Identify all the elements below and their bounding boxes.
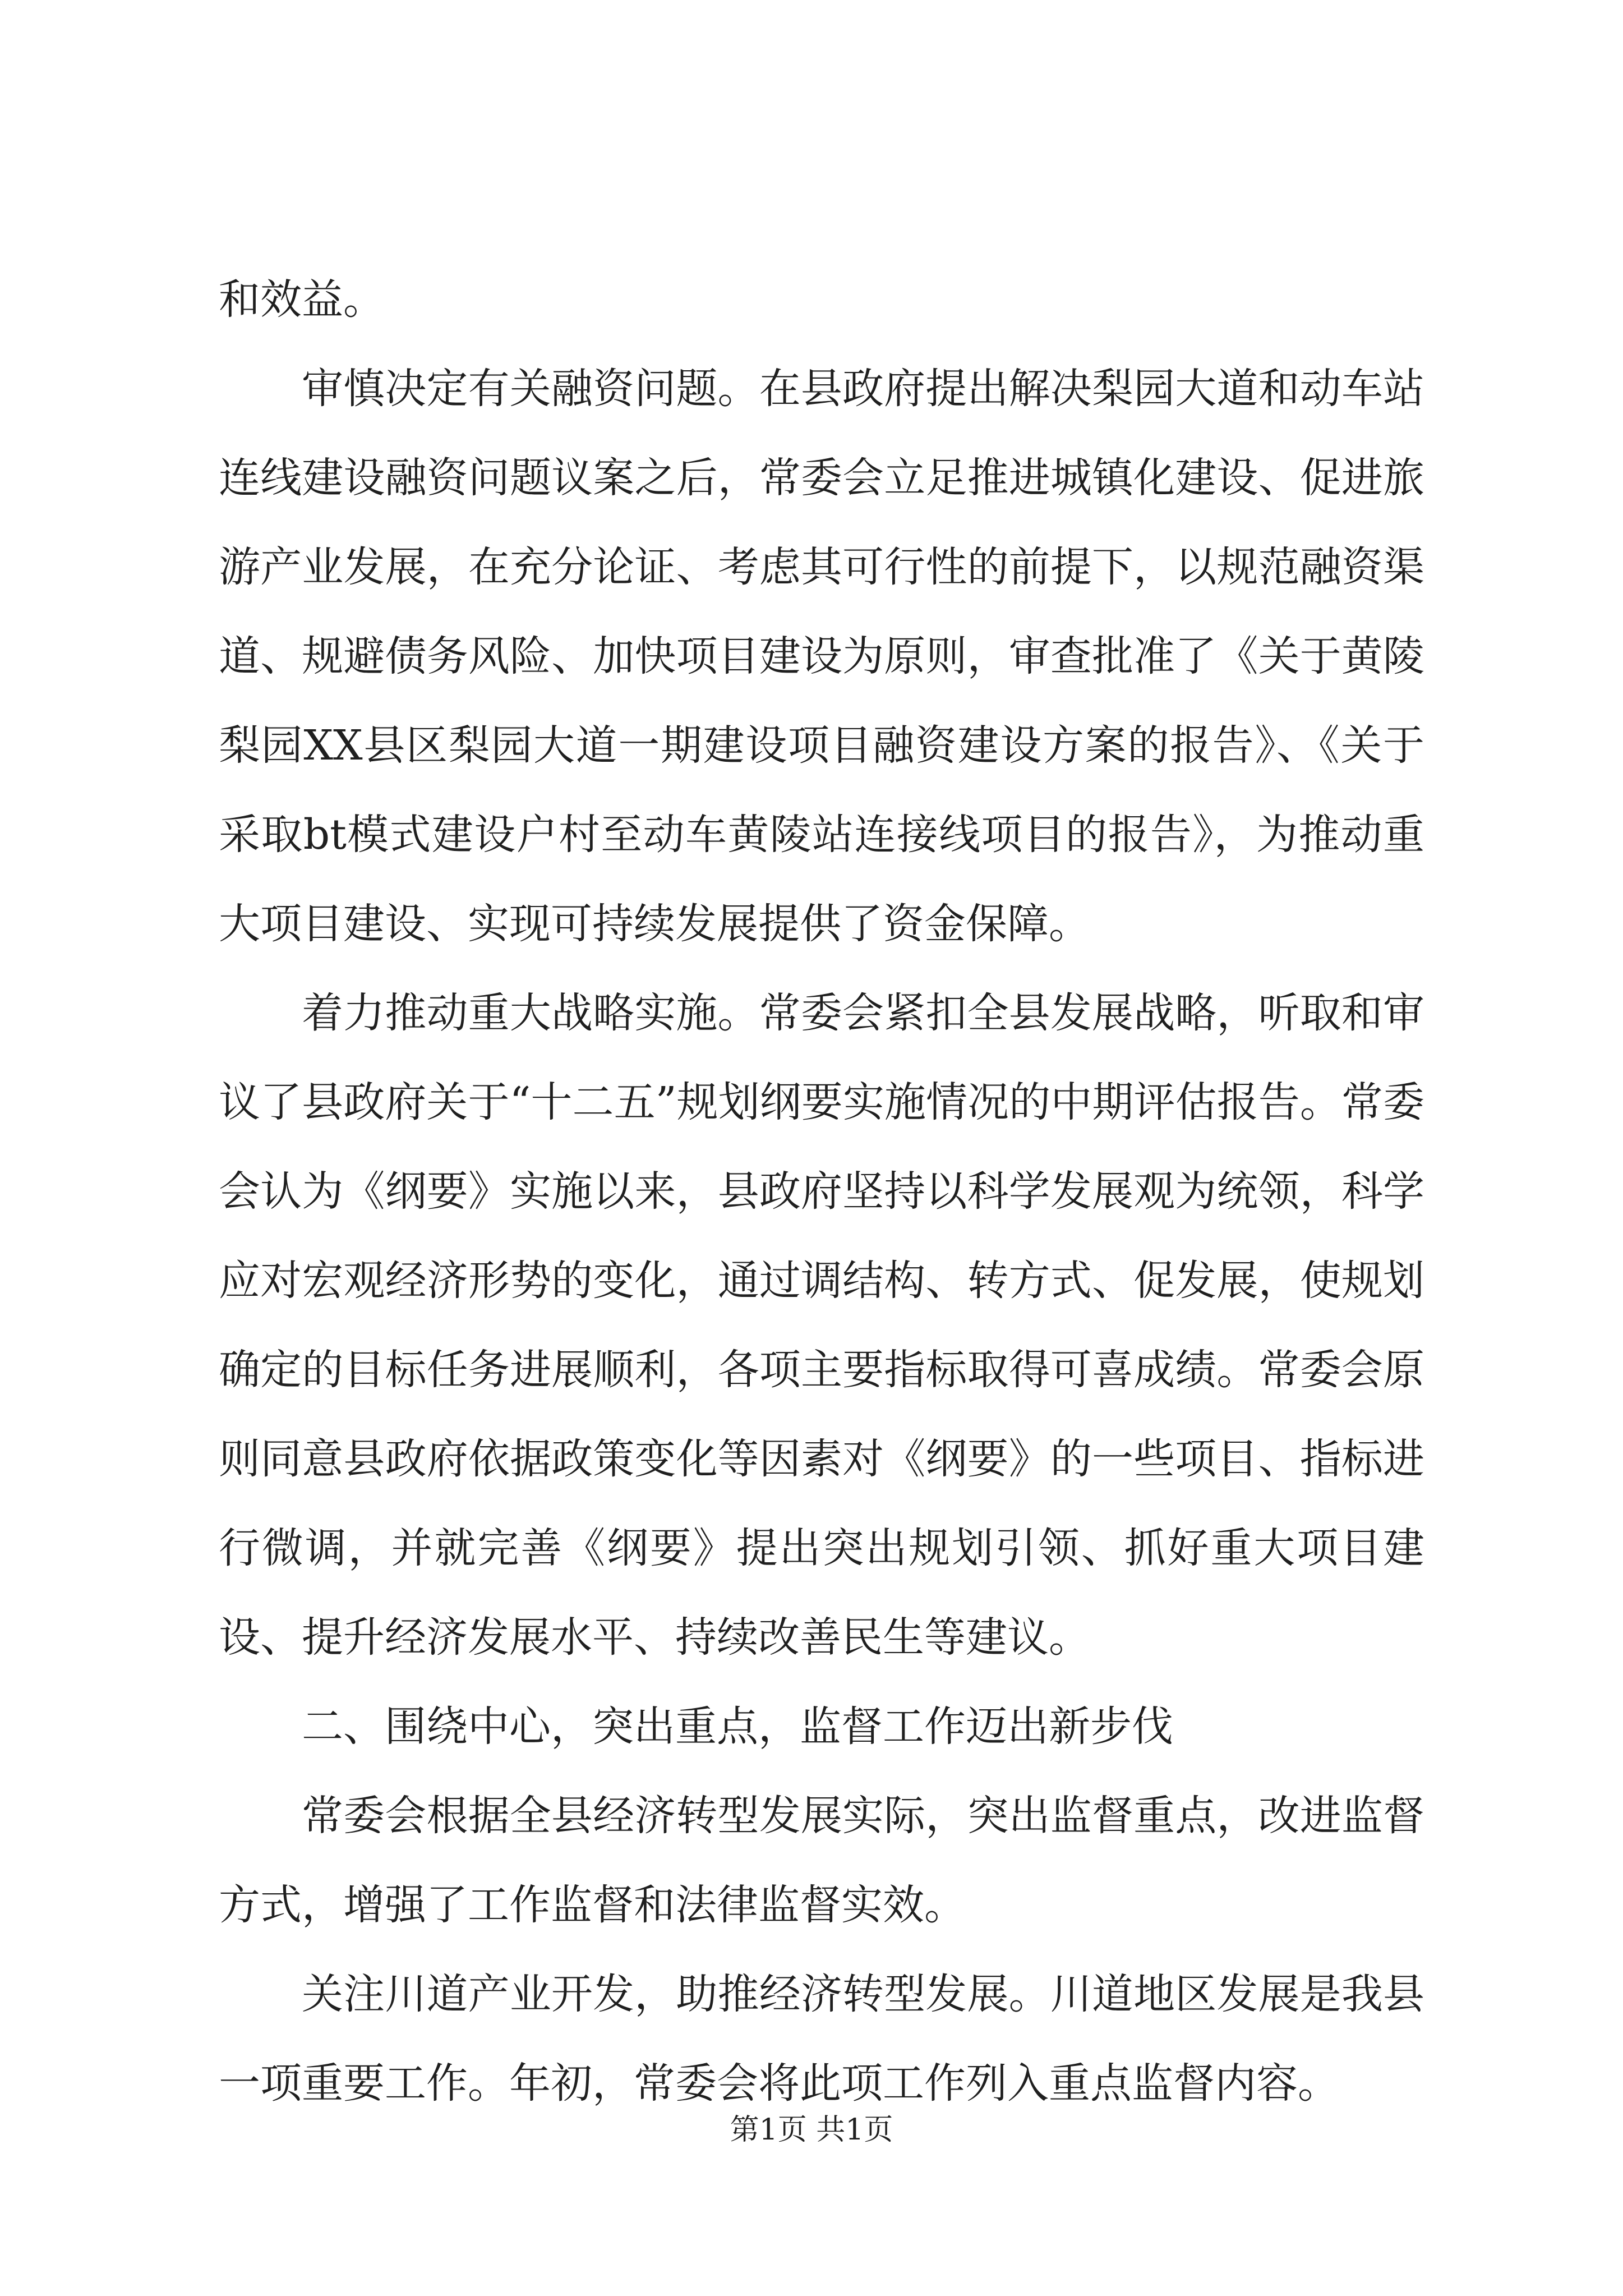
paragraph-continuation: 和效益。 [219, 275, 385, 324]
paragraph-financing: 审慎决定有关融资问题。在县政府提出解决梨园大道和动车站连线建设融资问题议案之后，常委会立足推进城镇化建设、促进旅游产业发展，在充分论证、考虑其可行性的前提下，以规范融资渠道、规避债务风险、加快项目建设为原则，审查批准了《关于黄陵梨园XX县区梨园大道一期建设项目融资建设方案的报告》、《关于采取bt模式建设户村至动车黄陵站连接线项目的报告》，为推动重大项目建设、实现可持续发展提供了资金保障。 [219, 365, 1424, 948]
paragraph-chuandao: 关注川道产业开发，助推经济转型发展。川道地区发展是我县一项重要工作。年初，常委会将此项工作列入重点监督内容。 [219, 1970, 1424, 2108]
section-heading: 二、围绕中心，突出重点，监督工作迈出新步伐 [302, 1703, 1173, 1751]
paragraph-supervision: 常委会根据全县经济转型发展实际，突出监督重点，改进监督方式，增强了工作监督和法律监督实效。 [219, 1792, 1424, 1929]
document-body [219, 255, 1424, 2128]
paragraph-strategy: 着力推动重大战略实施。常委会紧扣全县发展战略，听取和审议了县政府关于“十二五”规划纲要实施情况的中期评估报告。常委会认为《纲要》实施以来，县政府坚持以科学发展观为统领，科学应对宏观经济形势的变化，通过调结构、转方式、促发展，使规划确定的目标任务进展顺利，各项主要指标取得可喜成绩。常委会原则同意县政府依据政策变化等因素对《纲要》的一些项目、指标进行微调，并就完善《纲要》提出突出规划引领、抓好重大项目建设、提升经济发展水平、持续改善民生等建议。 [219, 989, 1424, 1662]
page-footer: 第1页 共1页 [730, 2113, 893, 2147]
